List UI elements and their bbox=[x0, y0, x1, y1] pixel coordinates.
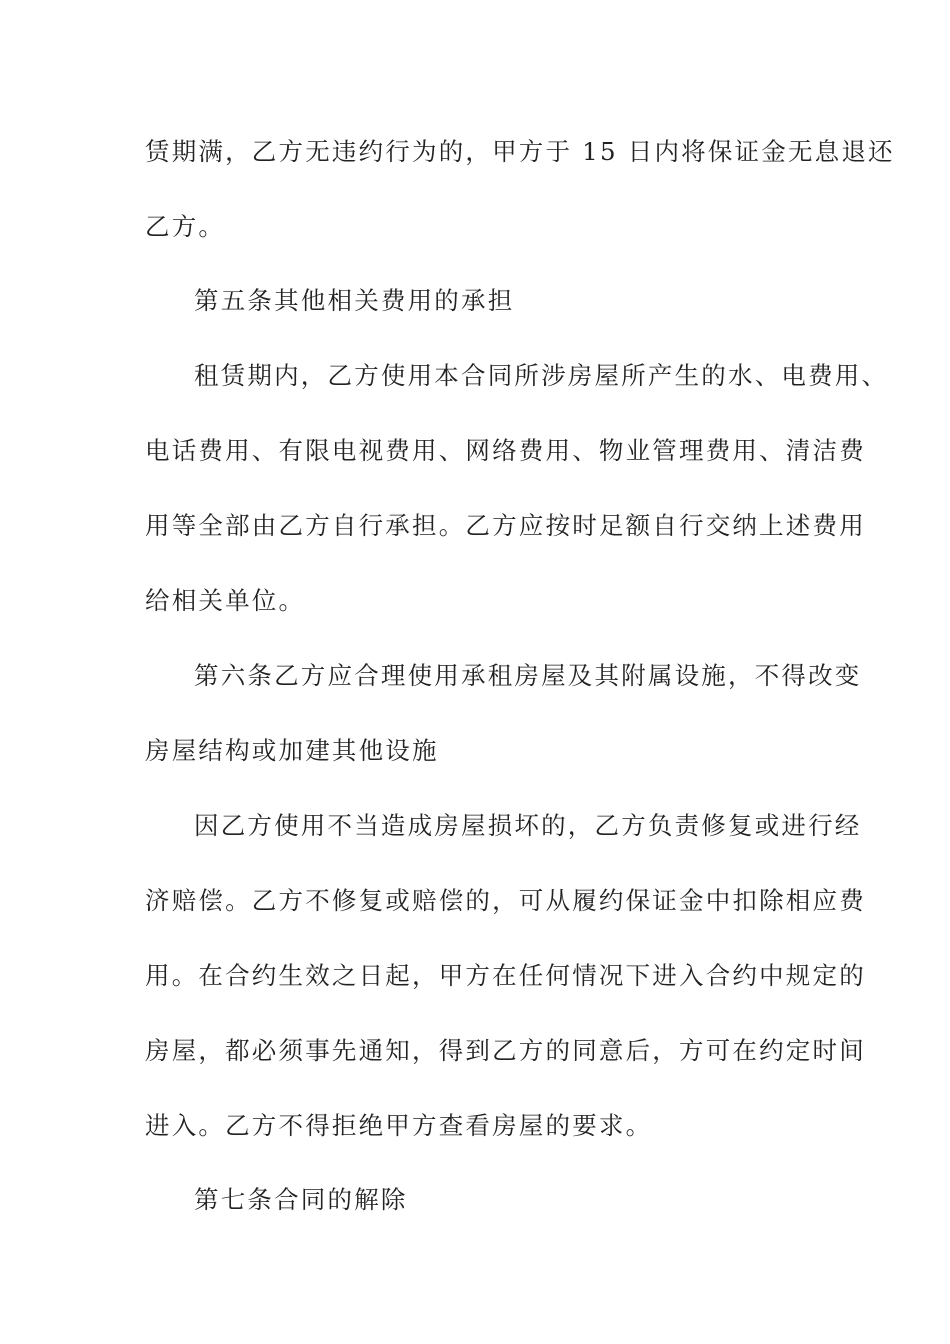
paragraph-line: 乙方。 bbox=[145, 212, 226, 241]
paragraph-line: 电话费用、有限电视费用、网络费用、物业管理费用、清洁费 bbox=[145, 436, 866, 465]
paragraph-line: 房屋，都必须事先通知，得到乙方的同意后，方可在约定时间 bbox=[145, 1036, 866, 1065]
paragraph-line: 用等全部由乙方自行承担。乙方应按时足额自行交纳上述费用 bbox=[145, 511, 866, 540]
paragraph-line: 济赔偿。乙方不修复或赔偿的，可从履约保证金中扣除相应费 bbox=[145, 886, 866, 915]
paragraph-line: 赁期满，乙方无违约行为的，甲方于 15 日内将保证金无息退还 bbox=[145, 137, 895, 166]
section-heading: 第五条其他相关费用的承担 bbox=[194, 286, 515, 315]
section-heading-continued: 房屋结构或加建其他设施 bbox=[145, 736, 439, 765]
paragraph-line: 租赁期内，乙方使用本合同所涉房屋所产生的水、电费用、 bbox=[194, 361, 889, 390]
paragraph-line: 用。在合约生效之日起，甲方在任何情况下进入合约中规定的 bbox=[145, 961, 866, 990]
paragraph-line: 进入。乙方不得拒绝甲方查看房屋的要求。 bbox=[145, 1111, 653, 1140]
paragraph-line: 因乙方使用不当造成房屋损坏的，乙方负责修复或进行经 bbox=[194, 811, 862, 840]
paragraph-line: 给相关单位。 bbox=[145, 586, 306, 615]
section-heading: 第六条乙方应合理使用承租房屋及其附属设施，不得改变 bbox=[194, 661, 862, 690]
section-heading: 第七条合同的解除 bbox=[194, 1185, 408, 1214]
